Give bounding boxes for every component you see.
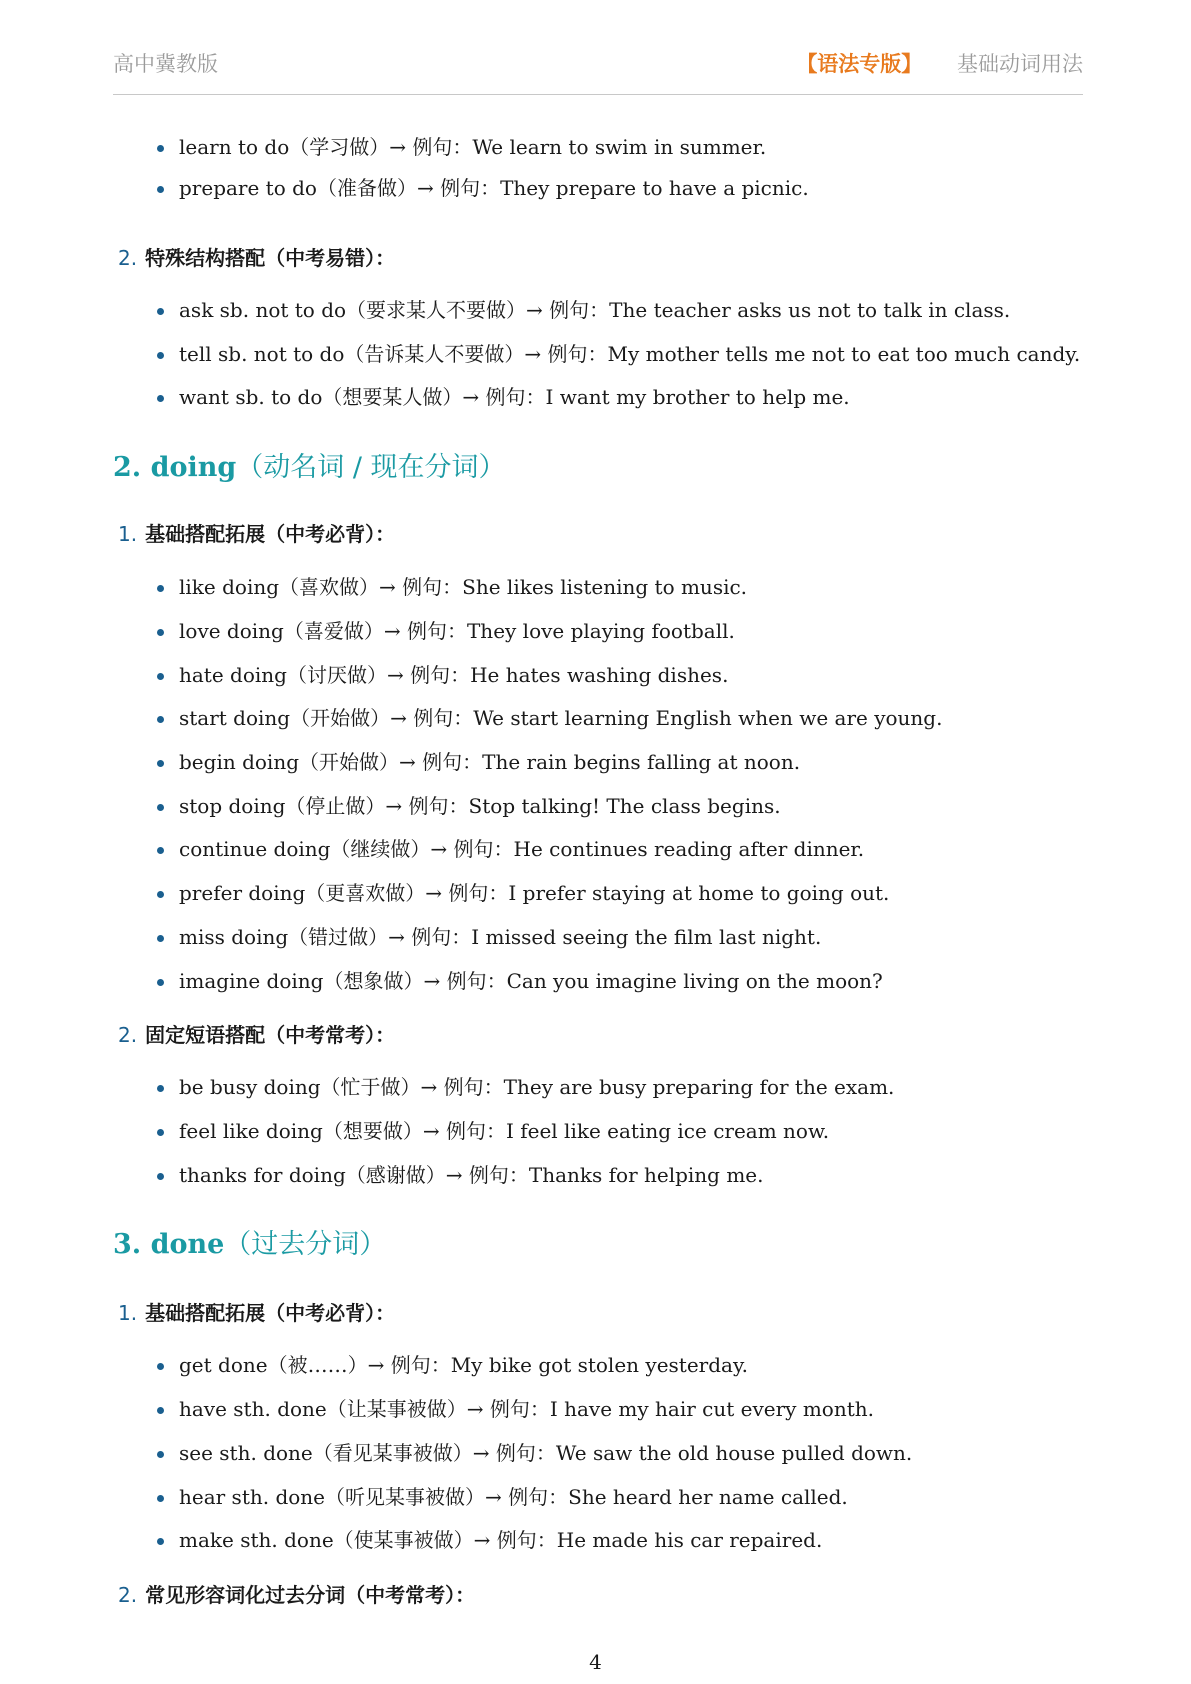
list-item: be busy doing（忙于做）→ 例句：They are busy preparing for the exam.: [158, 1074, 873, 1100]
list-item: start doing（开始做）→ 例句：We start learning English when we are young.: [158, 705, 921, 731]
list-item: stop doing（停止做）→ 例句：Stop talking! The class begins.: [158, 793, 760, 819]
list-item: love doing（喜爱做）→ 例句：They love playing football.: [158, 618, 714, 644]
list-item: thanks for doing（感谢做）→ 例句：Thanks for helping me.: [158, 1162, 743, 1188]
list-item: get done（被……）→ 例句：My bike got stolen yesterday.: [158, 1352, 727, 1378]
header-title: 基础动词用法: [957, 52, 1083, 76]
list-item: hear sth. done（听见某事被做）→ 例句：She heard her name called.: [158, 1484, 827, 1510]
header-tag: 【语法专版】: [796, 52, 923, 76]
section-heading: 3. done（过去分词）: [113, 1229, 387, 1260]
subsection-heading: 2. 固定短语搭配（中考常考）：: [118, 1023, 396, 1047]
list-item: prefer doing（更喜欢做）→ 例句：I prefer staying at home to going out.: [158, 880, 868, 906]
list-item: prepare to do（准备做）→ 例句：They prepare to have a picnic.: [158, 175, 788, 201]
subsection-heading: 2. 常见形容词化过去分词（中考常考）：: [118, 1583, 476, 1607]
list-item: begin doing（开始做）→ 例句：The rain begins falling at noon.: [158, 749, 779, 775]
subsection-heading: 1. 基础搭配拓展（中考必背）：: [118, 1301, 396, 1325]
page-number: 4: [589, 1650, 602, 1674]
list-item: ask sb. not to do（要求某人不要做）→ 例句：The teacher asks us not to talk in class.: [158, 297, 989, 323]
list-item: imagine doing（想象做）→ 例句：Can you imagine living on the moon?: [158, 968, 862, 994]
list-item: see sth. done（看见某事被做）→ 例句：We saw the old house pulled down.: [158, 1440, 891, 1466]
list-item: hate doing（讨厌做）→ 例句：He hates washing dishes.: [158, 662, 707, 688]
list-item: learn to do（学习做）→ 例句：We learn to swim in summer.: [158, 134, 745, 160]
list-item: miss doing（错过做）→ 例句：I missed seeing the film last night.: [158, 924, 800, 950]
list-item: continue doing（继续做）→ 例句：He continues reading after dinner.: [158, 836, 843, 862]
list-item: have sth. done（让某事被做）→ 例句：I have my hair cut every month.: [158, 1396, 853, 1422]
list-item: want sb. to do（想要某人做）→ 例句：I want my brother to help me.: [158, 384, 829, 410]
header-right: [796, 48, 1083, 78]
section-heading: 2. doing（动名词 / 现在分词）: [113, 452, 506, 483]
header-textbook-edition: 高中冀教版: [113, 52, 218, 76]
page-header: [113, 44, 1083, 95]
list-item: like doing（喜欢做）→ 例句：She likes listening to music.: [158, 574, 726, 600]
list-item: tell sb. not to do（告诉某人不要做）→ 例句：My mother tells me not to eat too much candy.: [158, 341, 1059, 367]
subsection-heading: 1. 基础搭配拓展（中考必背）：: [118, 522, 396, 546]
list-item: make sth. done（使某事被做）→ 例句：He made his car repaired.: [158, 1527, 801, 1553]
subsection-heading: 2. 特殊结构搭配（中考易错）：: [118, 246, 396, 270]
list-item: feel like doing（想要做）→ 例句：I feel like eating ice cream now.: [158, 1118, 808, 1144]
